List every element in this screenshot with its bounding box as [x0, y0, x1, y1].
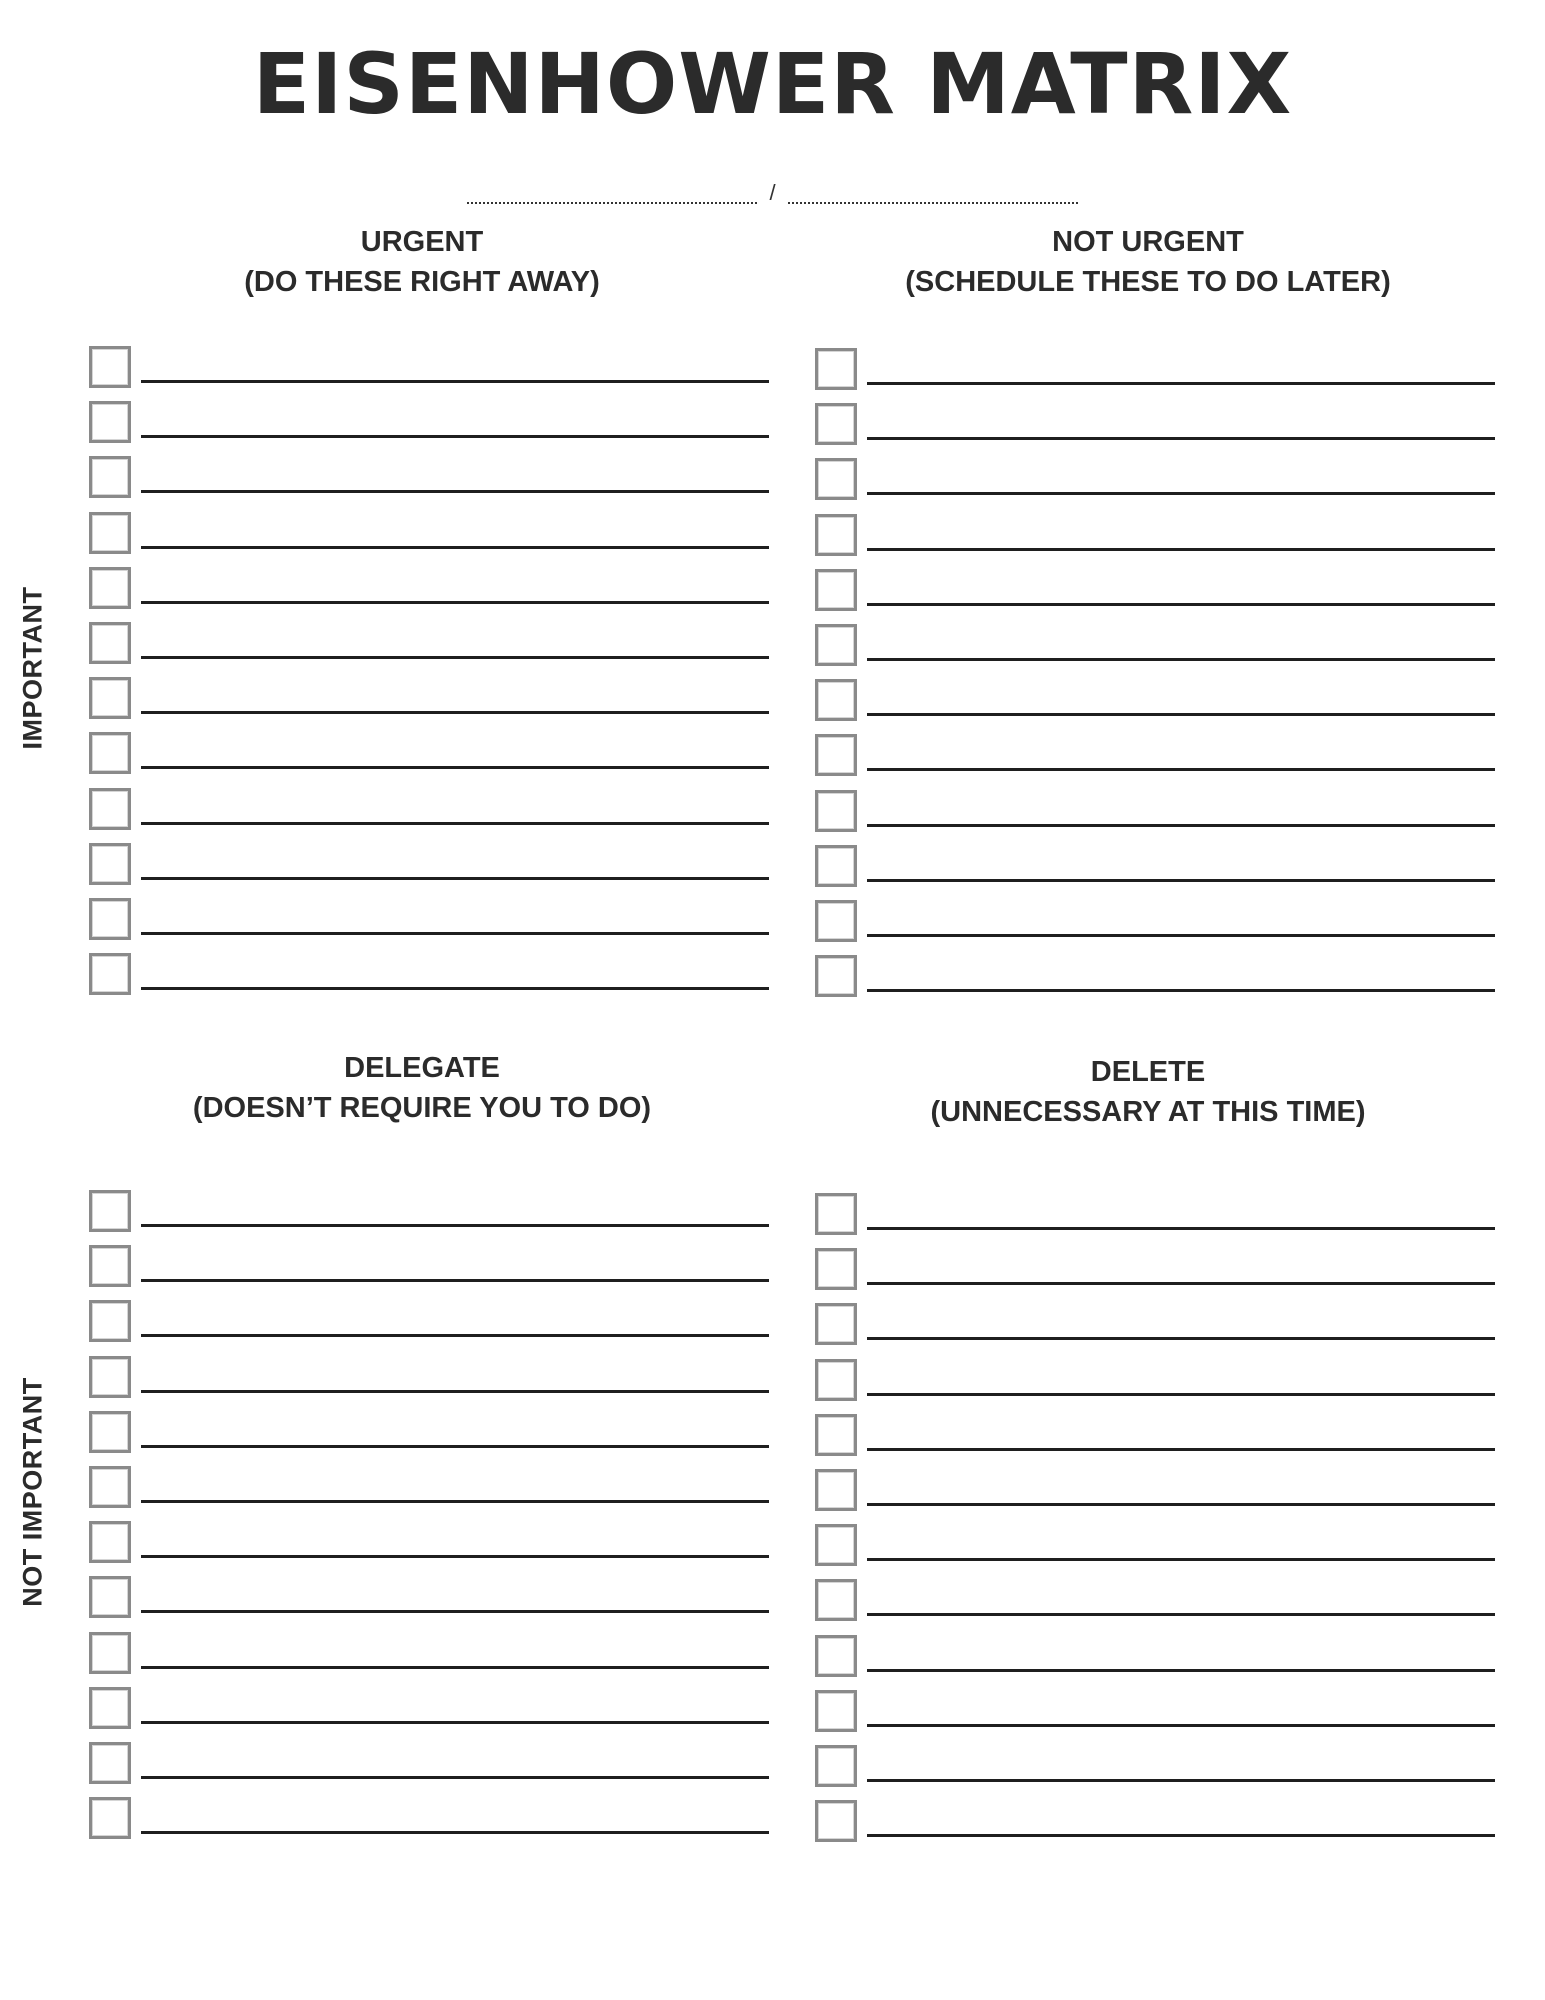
task-write-line[interactable]	[867, 1503, 1495, 1506]
task-row	[89, 732, 769, 776]
task-write-line[interactable]	[141, 435, 769, 438]
date-blank-left[interactable]	[467, 190, 757, 204]
task-row	[815, 1524, 1495, 1568]
task-checkbox[interactable]	[815, 790, 857, 832]
task-write-line[interactable]	[141, 1334, 769, 1337]
task-checkbox[interactable]	[815, 569, 857, 611]
task-write-line[interactable]	[141, 1610, 769, 1613]
task-write-line[interactable]	[141, 932, 769, 935]
heading-urgent	[42, 222, 802, 302]
task-row	[815, 1469, 1495, 1513]
task-row	[89, 1245, 769, 1289]
task-row	[89, 346, 769, 390]
task-write-line[interactable]	[867, 492, 1495, 495]
task-row	[89, 843, 769, 887]
task-checkbox[interactable]	[815, 1800, 857, 1842]
task-checkbox[interactable]	[89, 622, 131, 664]
heading-delete-title: DELETE	[1090, 1056, 1206, 1088]
task-checkbox[interactable]	[815, 1524, 857, 1566]
task-write-line[interactable]	[867, 1282, 1495, 1285]
heading-delete-subtitle: (UNNECESSARY AT THIS TIME)	[930, 1096, 1366, 1128]
heading-delegate-title: DELEGATE	[344, 1052, 500, 1084]
task-checkbox[interactable]	[89, 1411, 131, 1453]
task-row	[815, 514, 1495, 558]
task-write-line[interactable]	[867, 768, 1495, 771]
task-row	[89, 1687, 769, 1731]
task-write-line[interactable]	[141, 1831, 769, 1834]
task-row	[89, 456, 769, 500]
task-row	[89, 1356, 769, 1400]
date-blank-right[interactable]	[788, 190, 1078, 204]
task-checkbox[interactable]	[815, 1635, 857, 1677]
heading-delegate-subtitle: (DOESN’T REQUIRE YOU TO DO)	[192, 1092, 652, 1124]
task-checkbox[interactable]	[89, 1356, 131, 1398]
task-row	[89, 898, 769, 942]
task-checkbox[interactable]	[89, 898, 131, 940]
task-row	[815, 845, 1495, 889]
task-checkbox[interactable]	[89, 1632, 131, 1674]
task-row	[89, 1521, 769, 1565]
task-write-line[interactable]	[141, 1390, 769, 1393]
task-row	[815, 458, 1495, 502]
task-write-line[interactable]	[867, 934, 1495, 937]
task-write-line[interactable]	[141, 711, 769, 714]
task-checkbox[interactable]	[815, 403, 857, 445]
heading-not-urgent	[768, 222, 1528, 302]
task-row	[89, 1742, 769, 1786]
task-row	[89, 622, 769, 666]
task-row	[815, 403, 1495, 447]
task-checkbox[interactable]	[815, 900, 857, 942]
date-field	[0, 180, 1545, 204]
task-row	[815, 1800, 1495, 1844]
task-write-line[interactable]	[141, 1445, 769, 1448]
task-checkbox[interactable]	[89, 1521, 131, 1563]
heading-urgent-title: URGENT	[360, 226, 484, 258]
heading-delete	[768, 1052, 1528, 1132]
task-row	[815, 790, 1495, 834]
task-write-line[interactable]	[867, 1724, 1495, 1727]
task-checkbox[interactable]	[89, 346, 131, 388]
task-checkbox[interactable]	[89, 401, 131, 443]
heading-not-urgent-title: NOT URGENT	[1052, 226, 1244, 258]
task-row	[89, 677, 769, 721]
task-checkbox[interactable]	[815, 679, 857, 721]
task-write-line[interactable]	[141, 822, 769, 825]
task-checkbox[interactable]	[89, 1190, 131, 1232]
task-checkbox[interactable]	[815, 458, 857, 500]
task-write-line[interactable]	[141, 1279, 769, 1282]
task-checkbox[interactable]	[815, 1248, 857, 1290]
task-write-line[interactable]	[867, 879, 1495, 882]
task-checkbox[interactable]	[815, 1414, 857, 1456]
task-row	[89, 788, 769, 832]
task-row	[815, 1579, 1495, 1623]
task-row	[815, 679, 1495, 723]
task-checkbox[interactable]	[815, 1469, 857, 1511]
task-row	[89, 1632, 769, 1676]
task-checkbox[interactable]	[89, 1797, 131, 1839]
task-checkbox[interactable]	[815, 1579, 857, 1621]
task-row	[89, 567, 769, 611]
task-write-line[interactable]	[867, 382, 1495, 385]
task-checkbox[interactable]	[89, 732, 131, 774]
task-write-line[interactable]	[867, 1393, 1495, 1396]
task-row	[815, 569, 1495, 613]
heading-not-urgent-subtitle: (SCHEDULE THESE TO DO LATER)	[905, 266, 1391, 298]
task-checkbox[interactable]	[815, 514, 857, 556]
task-write-line[interactable]	[867, 1227, 1495, 1230]
task-checkbox[interactable]	[815, 348, 857, 390]
task-write-line[interactable]	[141, 1555, 769, 1558]
task-write-line[interactable]	[867, 1779, 1495, 1782]
task-write-line[interactable]	[867, 713, 1495, 716]
task-row	[815, 348, 1495, 392]
task-row	[815, 624, 1495, 668]
task-write-line[interactable]	[867, 1613, 1495, 1616]
task-write-line[interactable]	[867, 1448, 1495, 1451]
task-checkbox[interactable]	[89, 843, 131, 885]
task-write-line[interactable]	[141, 1776, 769, 1779]
task-write-line[interactable]	[141, 546, 769, 549]
task-checkbox[interactable]	[815, 1745, 857, 1787]
task-row	[89, 1576, 769, 1620]
task-checkbox[interactable]	[815, 734, 857, 776]
task-row	[815, 734, 1495, 778]
heading-urgent-subtitle: (DO THESE RIGHT AWAY)	[244, 266, 600, 298]
task-row	[89, 953, 769, 997]
task-row	[815, 955, 1495, 999]
task-checkbox[interactable]	[89, 567, 131, 609]
task-row	[815, 1359, 1495, 1403]
task-write-line[interactable]	[867, 658, 1495, 661]
task-checkbox[interactable]	[815, 1359, 857, 1401]
heading-delegate	[42, 1048, 802, 1128]
task-checkbox[interactable]	[89, 1742, 131, 1784]
task-row	[815, 1248, 1495, 1292]
task-write-line[interactable]	[867, 603, 1495, 606]
task-write-line[interactable]	[867, 548, 1495, 551]
task-write-line[interactable]	[141, 1721, 769, 1724]
task-row	[89, 512, 769, 556]
task-row	[89, 1466, 769, 1510]
task-row	[89, 401, 769, 445]
task-checkbox[interactable]	[89, 1576, 131, 1618]
task-write-line[interactable]	[867, 989, 1495, 992]
date-separator: /	[769, 180, 776, 205]
task-row	[815, 1193, 1495, 1237]
task-checkbox[interactable]	[815, 624, 857, 666]
task-write-line[interactable]	[867, 824, 1495, 827]
task-checkbox[interactable]	[89, 677, 131, 719]
task-row	[815, 1745, 1495, 1789]
task-write-line[interactable]	[867, 1669, 1495, 1672]
task-row	[89, 1300, 769, 1344]
task-row	[89, 1190, 769, 1234]
task-checkbox[interactable]	[89, 456, 131, 498]
task-checkbox[interactable]	[815, 1690, 857, 1732]
task-write-line[interactable]	[141, 1666, 769, 1669]
task-write-line[interactable]	[141, 601, 769, 604]
task-write-line[interactable]	[141, 1500, 769, 1503]
task-checkbox[interactable]	[815, 1193, 857, 1235]
task-checkbox[interactable]	[815, 1303, 857, 1345]
task-row	[89, 1411, 769, 1455]
task-checkbox[interactable]	[815, 845, 857, 887]
task-write-line[interactable]	[141, 380, 769, 383]
task-checkbox[interactable]	[89, 1300, 131, 1342]
task-write-line[interactable]	[141, 877, 769, 880]
task-write-line[interactable]	[141, 987, 769, 990]
task-checkbox[interactable]	[89, 1687, 131, 1729]
task-write-line[interactable]	[867, 437, 1495, 440]
task-row	[815, 1303, 1495, 1347]
task-write-line[interactable]	[867, 1834, 1495, 1837]
task-row	[815, 1414, 1495, 1458]
task-checkbox[interactable]	[89, 512, 131, 554]
task-checkbox[interactable]	[89, 953, 131, 995]
task-row	[89, 1797, 769, 1841]
task-checkbox[interactable]	[89, 1245, 131, 1287]
task-write-line[interactable]	[141, 656, 769, 659]
task-write-line[interactable]	[141, 766, 769, 769]
task-write-line[interactable]	[141, 1224, 769, 1227]
axis-label-not-important: NOT IMPORTANT	[17, 1377, 48, 1607]
task-write-line[interactable]	[867, 1337, 1495, 1340]
task-checkbox[interactable]	[89, 1466, 131, 1508]
task-checkbox[interactable]	[89, 788, 131, 830]
page-title: EISENHOWER MATRIX	[252, 35, 1293, 133]
task-row	[815, 900, 1495, 944]
task-checkbox[interactable]	[815, 955, 857, 997]
task-row	[815, 1635, 1495, 1679]
task-row	[815, 1690, 1495, 1734]
task-write-line[interactable]	[867, 1558, 1495, 1561]
axis-label-important: IMPORTANT	[17, 586, 48, 750]
task-write-line[interactable]	[141, 490, 769, 493]
